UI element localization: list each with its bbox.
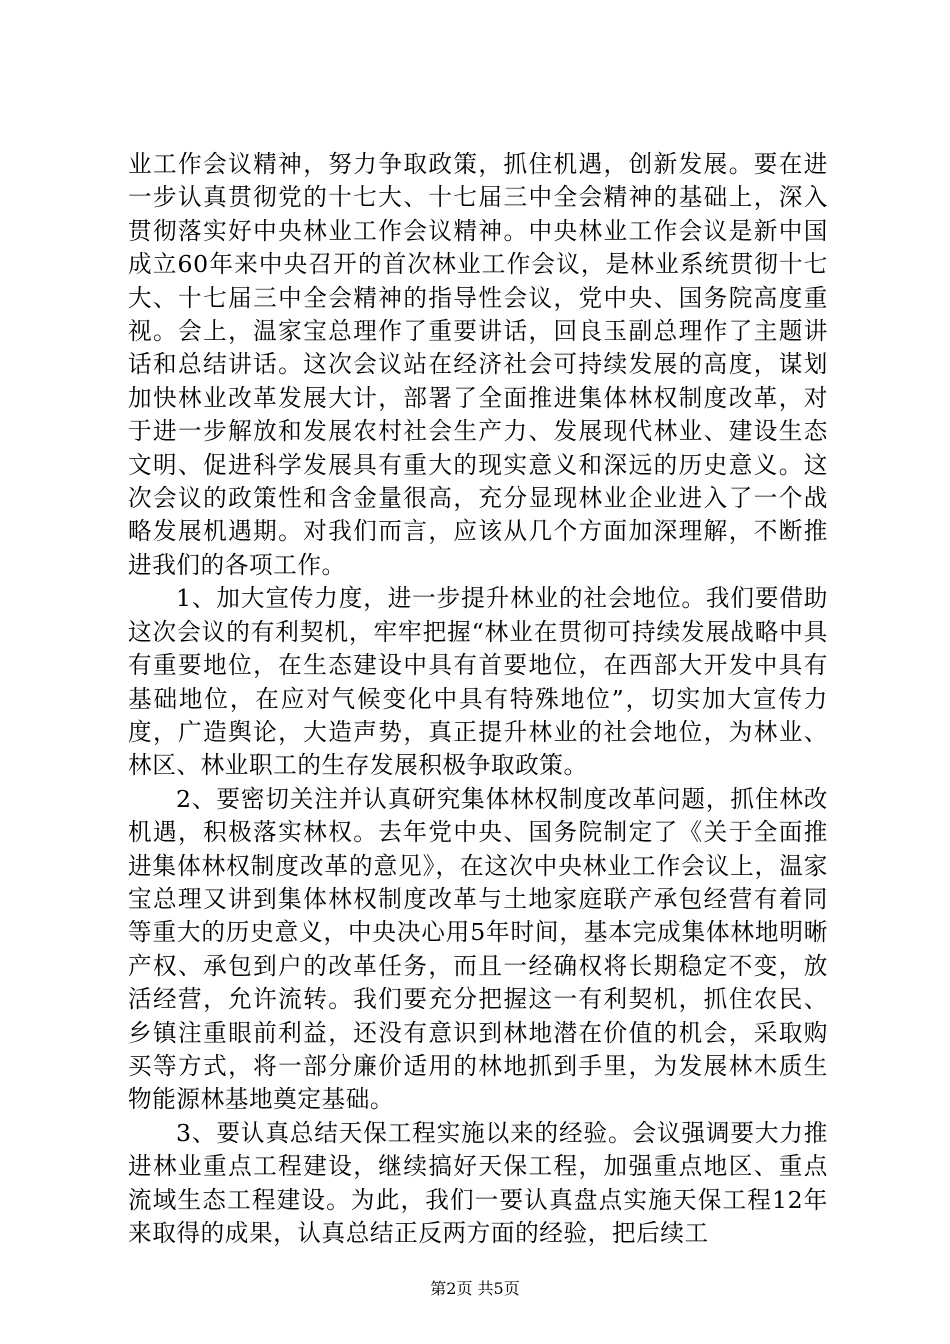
paragraph-point-2: 2、要密切关注并认真研究集体林权制度改革问题，抓住林改机遇，积极落实林权。去年党中央、国务院制定了《关于全面推进集体林权制度改革的意见》，在这次中央林业工作会议上，温家宝总理又讲到集体林权制度改革与土地家庭联产承包经营有着同等重大的历史意义，中央决心用5年时间，基本完成集体林地明晰产权、承包到户的改革任务，而且一经确权将长期稳定不变，放活经营，允许流转。我们要充分把握这一有利契机，抓住农民、乡镇注重眼前利益，还没有意识到林地潜在价值的机会，采取购买等方式，将一部分廉价适用的林地抓到手里，为发展林木质生物能源林基地奠定基础。 [128,784,828,1114]
page-number: 第2页 共5页 [430,1279,520,1298]
paragraph-point-3: 3、要认真总结天保工程实施以来的经验。会议强调要大力推进林业重点工程建设，继续搞好天保工程，加强重点地区、重点流域生态工程建设。为此，我们一要认真盘点实施天保工程12年来取得的成果，认真总结正反两方面的经验，把后续工 [128,1118,828,1247]
paragraph-intro: 业工作会议精神，努力争取政策，抓住机遇，创新发展。要在进一步认真贯彻党的十七大、十七届三中全会精神的基础上，深入贯彻落实好中央林业工作会议精神。中央林业工作会议是新中国成立60年来中央召开的首次林业工作会议，是林业系统贯彻十七大、十七届三中全会精神的指导性会议，党中央、国务院高度重视。会上，温家宝总理作了重要讲话，回良玉副总理作了主题讲话和总结讲话。这次会议站在经济社会可持续发展的高度，谋划加快林业改革发展大计，部署了全面推进集体林权制度改革，对于进一步解放和发展农村社会生产力、发展现代林业、建设生态文明、促进科学发展具有重大的现实意义和深远的历史意义。这次会议的政策性和含金量很高，充分显现林业企业进入了一个战略发展机遇期。对我们而言，应该从几个方面加深理解，不断推进我们的各项工作。 [128,150,828,579]
paragraph-point-1: 1、加大宣传力度，进一步提升林业的社会地位。我们要借助这次会议的有利契机，牢牢把握“林业在贯彻可持续发展战略中具有重要地位，在生态建设中具有首要地位，在西部大开发中具有基础地位，在应对气候变化中具有特殊地位”，切实加大宣传力度，广造舆论，大造声势，真正提升林业的社会地位，为林业、林区、林业职工的生存发展积极争取政策。 [128,584,828,780]
document-body [128,148,828,1250]
